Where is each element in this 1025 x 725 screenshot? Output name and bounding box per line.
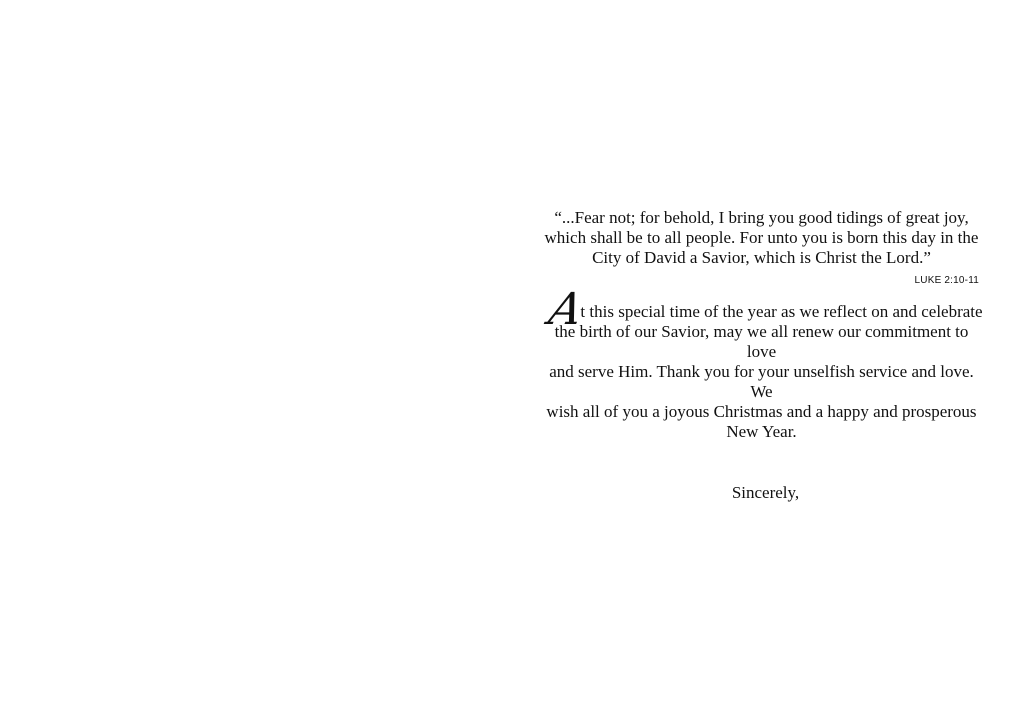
holiday-message — [540, 284, 983, 442]
scripture-reference: LUKE 2:10-11 — [914, 275, 979, 286]
closing-salutation: Sincerely, — [731, 483, 800, 502]
drop-cap-letter: A — [544, 284, 588, 335]
message-line: and serve Him. Thank you for your unselfish service and love. We — [549, 362, 974, 401]
scripture-line: “...Fear not; for behold, I bring you good tidings of great joy, — [554, 208, 969, 227]
card-inside-right — [540, 208, 983, 503]
scripture-line: which shall be to all people. For unto you is born this day in the — [544, 228, 979, 247]
message-line: t this special time of the year as we reflect on and celebrate — [580, 302, 983, 321]
scripture-line: City of David a Savior, which is Christ the Lord.” — [592, 248, 931, 267]
scripture-quote — [540, 208, 983, 268]
message-line: wish all of you a joyous Christmas and a happy and prosperous — [546, 402, 977, 421]
message-line: New Year. — [726, 422, 797, 441]
message-line: the birth of our Savior, may we all renew our commitment to love — [554, 322, 969, 361]
